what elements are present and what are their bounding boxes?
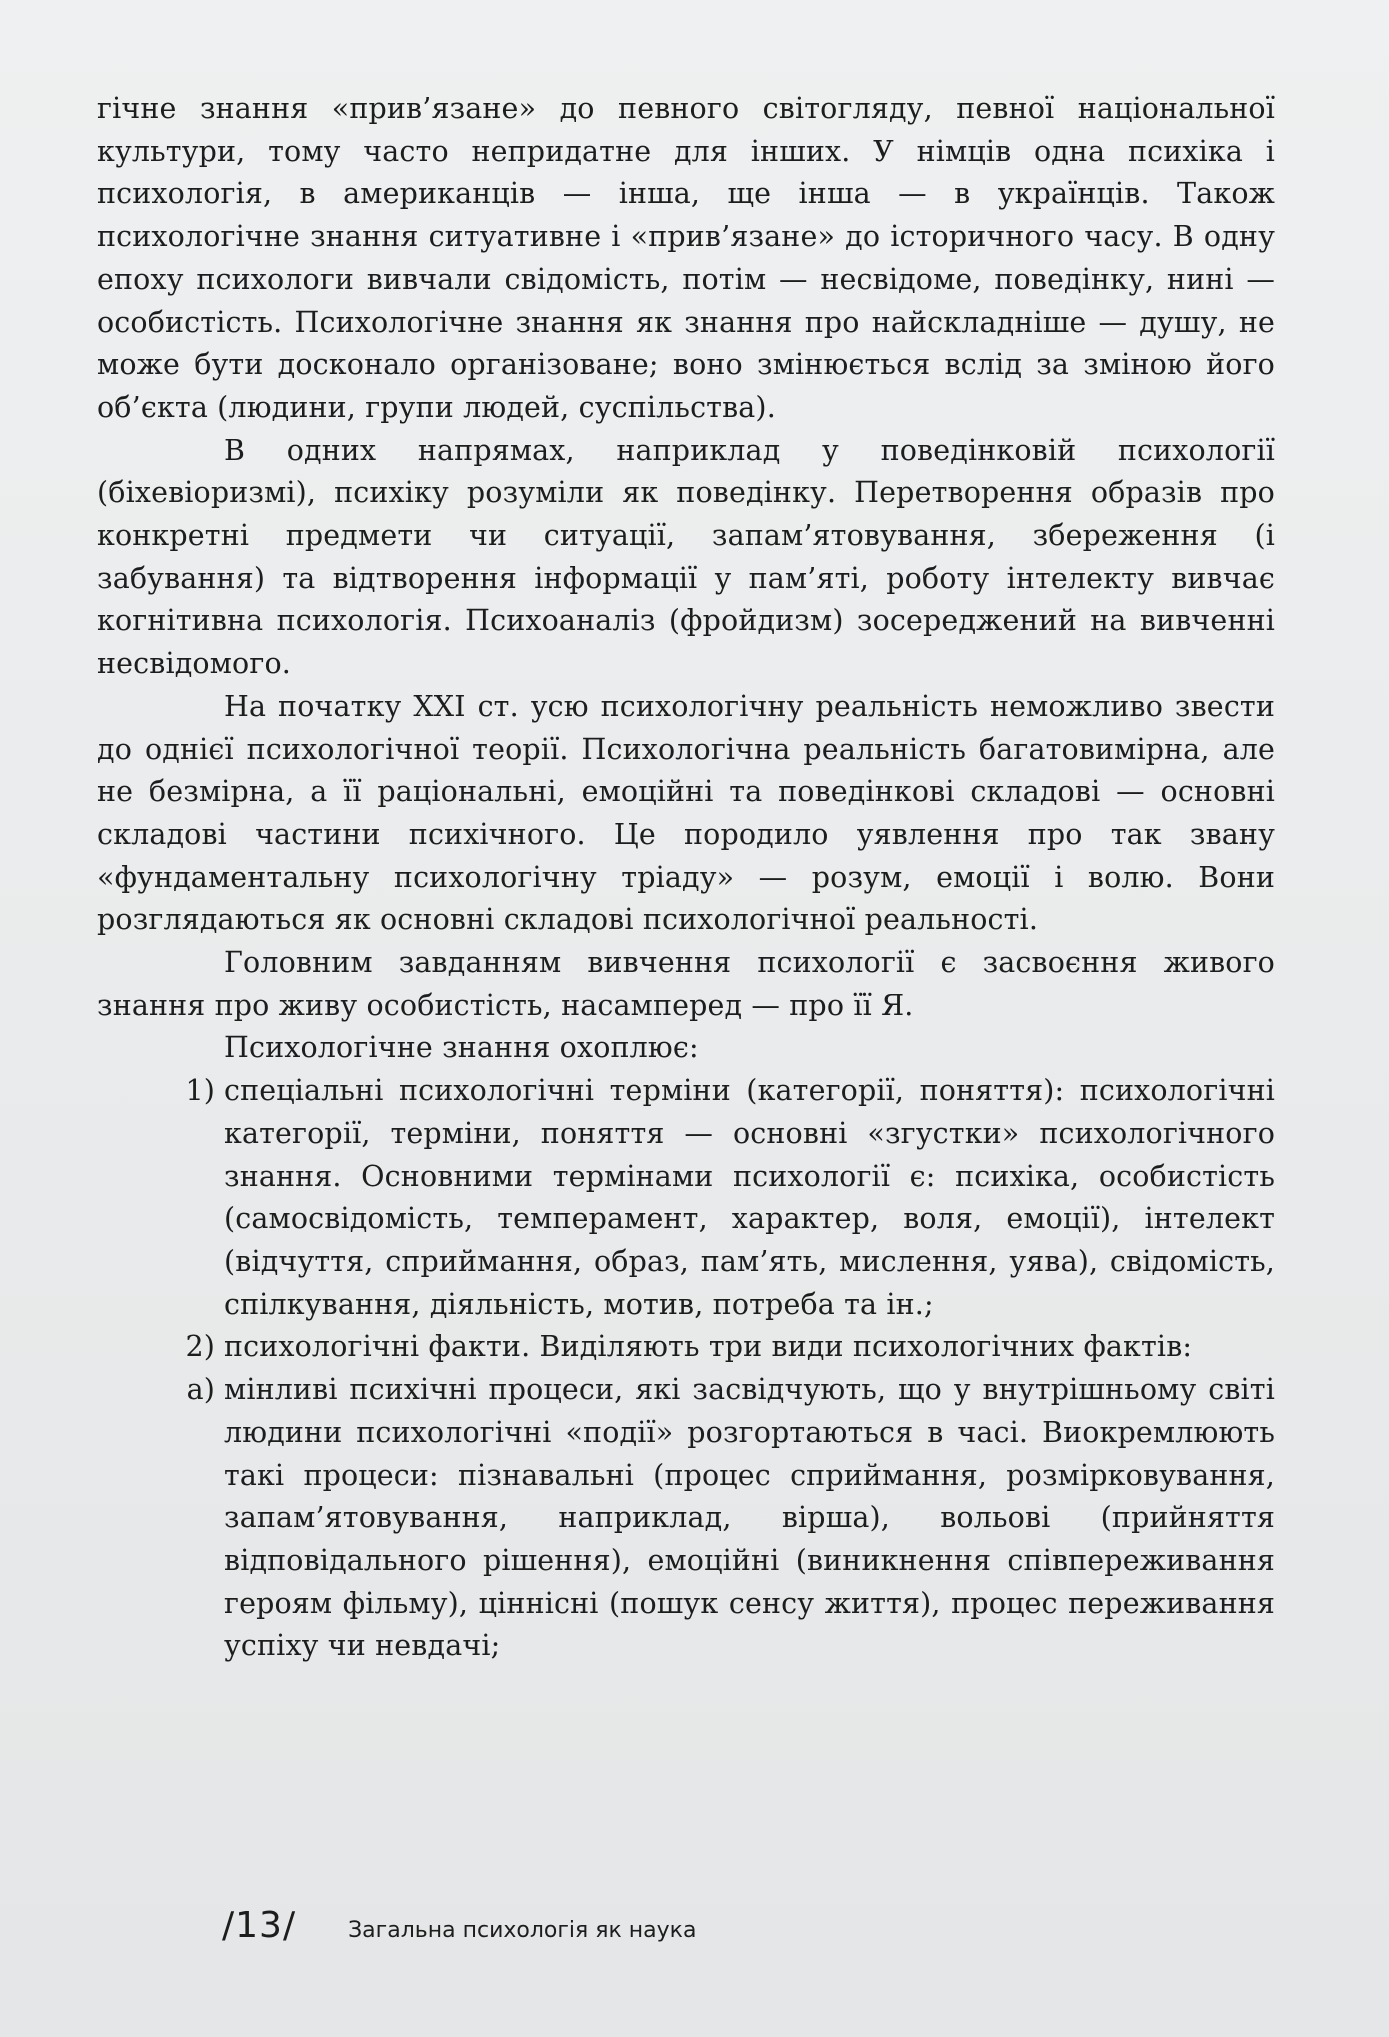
paragraph-4: Головним завданням вивчення психології є засвоєння живого знання про живу особистість, насамперед — про її Я. (97, 946, 1275, 1022)
list-item (97, 1326, 1275, 1369)
list-item-text: психологічні факти. Виділяють три види психологічних фактів: (224, 1330, 1193, 1364)
list-item-text: мінливі психічні процеси, які засвідчують, що у внутрішньому світі людини психологічні «події» розгортаються в часі. Виокремлюють такі процеси: пізнавальні (процес сприймання, розмірковування, запам’ятовування, наприклад, вірша), вольові (прийняття відповідального рішення), емоційні (виникнення співпереживання героям фільму), ціннісні (пошук сенсу життя), процес переживання успіху чи невдачі; (224, 1373, 1275, 1663)
list-marker: а) (186, 1373, 215, 1407)
page-footer (222, 1905, 696, 1955)
list-marker: 1) (185, 1074, 215, 1108)
list-item (97, 1369, 1275, 1668)
list-item (97, 1070, 1275, 1326)
paragraph-3: На початку XXI ст. усю психологічну реальність неможливо звести до однієї психологічної теорії. Психологічна реальність багатовимірна, але не безмірна, а її раціональні, емоційні та поведінкові складові — основні складові частини психічного. Це породило уявлення про так звану «фундаментальну психологічну тріаду» — розум, емоції і волю. Вони розглядаються як основні складові психологічної реальності. (97, 689, 1275, 937)
list-item-text: спеціальні психологічні терміни (категорії, поняття): психологічні категорії, терміни, поняття — основні «згустки» психологічного знання. Основними термінами психології є: психіка, особистість (самосвідомість, темперамент, характер, воля, емоції), інтелект (відчуття, сприймання, образ, пам’ять, мислення, уява), свідомість, спілкування, діяльність, мотив, потреба та ін.; (224, 1074, 1275, 1321)
paragraph-5: Психологічне знання охоплює: (224, 1031, 699, 1065)
paragraph-2: В одних напрямах, наприклад у поведінковій психології (біхевіоризмі), психіку розуміли як поведінку. Перетворення образів про конкретні предмети чи ситуації, запам’ятовування, збереження (і забування) та відтворення інформації у пам’яті, роботу інтелекту вивчає когнітивна психологія. Психоаналіз (фройдизм) зосереджений на вивченні несвідомого. (97, 433, 1275, 681)
list-marker: 2) (185, 1330, 215, 1364)
page-number: /13/ (222, 1905, 297, 1946)
body-text (97, 88, 1275, 1668)
paragraph-1: гічне знання «прив’язане» до певного світогляду, певної національної культури, тому часто непридатне для інших. У німців одна психіка і психологія, в американців — інша, ще інша — в українців. Також психологічне знання ситуативне і «прив’язане» до історичного часу. В одну епоху психологи вивчали свідомість, потім — несвідоме, поведінку, нині — особистість. Психологічне знання як знання про найскладніше — душу, не може бути досконало організоване; воно змінюється вслід за зміною його об’єкта (людини, групи людей, суспільства). (97, 92, 1275, 424)
running-title: Загальна психологія як наука (348, 1918, 697, 1943)
